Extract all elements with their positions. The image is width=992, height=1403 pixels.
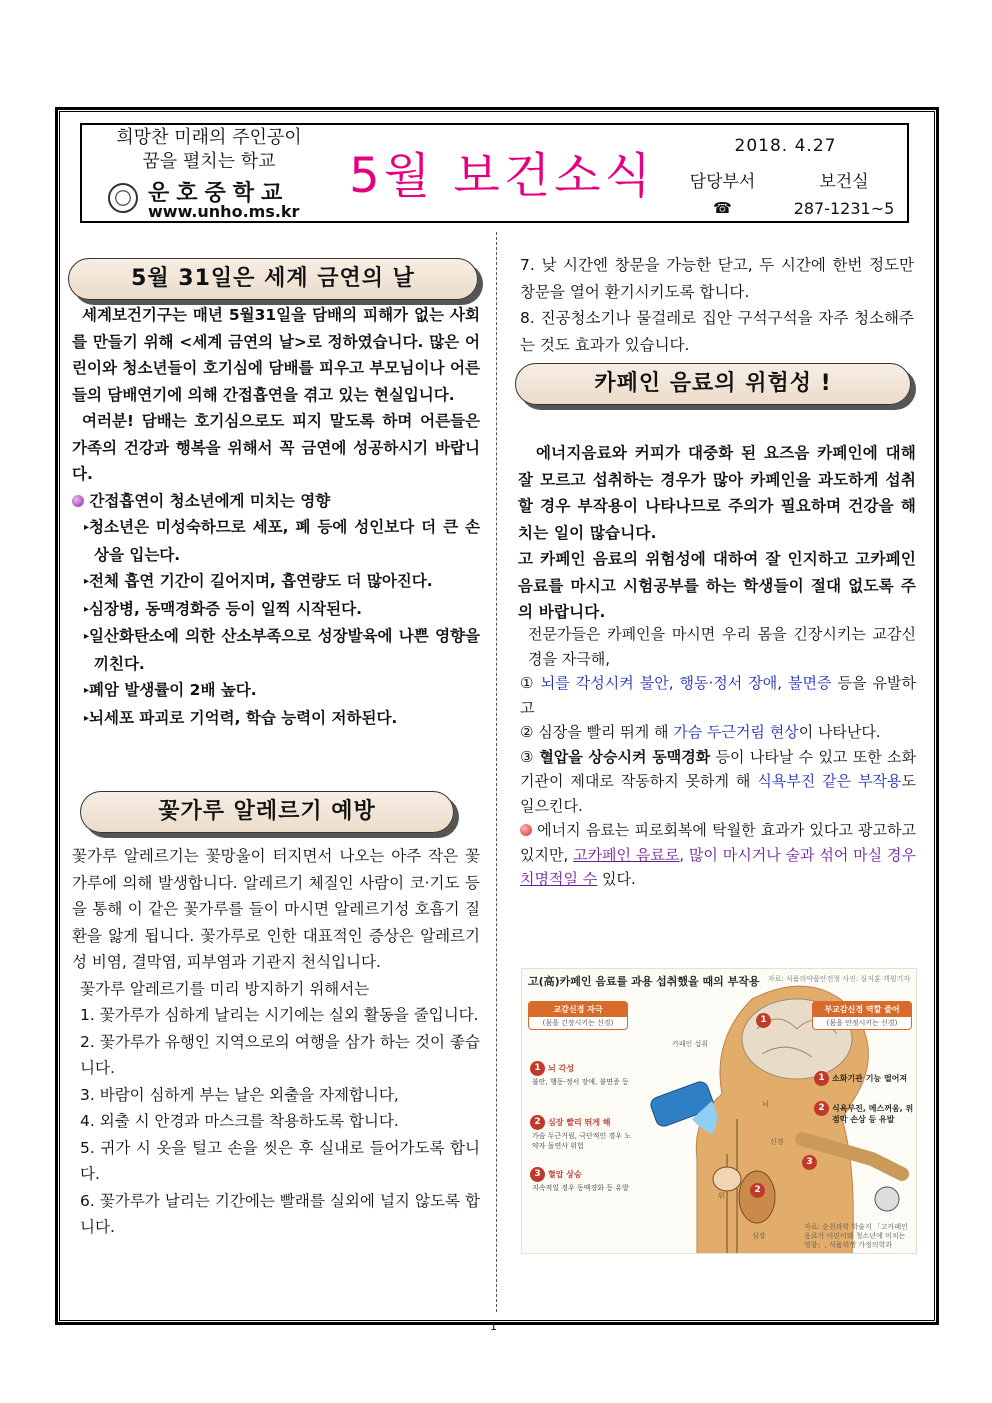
pollen-tip: 2. 꽃가루가 유행인 지역으로의 여행을 삼가 하는 것이 좋습니다. [80,1032,480,1077]
brain-label: 뇌 [762,1100,769,1108]
energy-drink-warning: 에너지 음료는 피로회복에 탁월한 효과가 있다고 광고하고 있지만, 고카페인 음료로, 많이 마시거나 술과 섞어 마실 경우 치명적일 수 있다. [520,821,916,888]
nerve-label: 신경 [770,1138,784,1146]
pollen-tip: 5. 귀가 시 옷을 털고 손을 씻은 후 실내로 들어가도록 합니다. [80,1138,480,1183]
sympathetic-box: 교감신경 자극 (몸을 긴장시키는 신경) [528,1001,628,1030]
triangle-bullet-icon: ▸ [84,576,90,587]
effect-heart: ② 심장을 빨리 뛰게 해 가슴 두근거림 현상이 나타난다. [520,723,881,741]
dept-value: 보건실 [819,172,869,192]
no-smoking-section [72,302,480,732]
pollen-section [72,843,480,1241]
dept-label: 담당부서 [689,172,756,192]
pollen-prevention-lead: 꽃가루 알레르기를 미리 방지하기 위해서는 [80,979,370,998]
banner-no-smoking-day: 5월 31일은 세계 금연의 날 [68,258,478,300]
subtitle-text: 간접흡연이 청소년에게 미치는 영향 [89,491,331,510]
effect-item: ▸심장병, 동맥경화증 등이 일찍 시작된다. [84,599,362,618]
marker-1: 1 [530,1061,545,1076]
marker-2: 2 [530,1115,545,1130]
parasympathetic-box: 부교감신경 역할 줄어 (몸을 안정시키는 신경) [812,1001,912,1030]
caffeine-effects-section [520,622,916,892]
effect-item: ▸일산화탄소에 의한 산소부족으로 성장발육에 나쁜 영향을 끼친다. [84,627,480,673]
pollen-tip: 8. 진공청소기나 물걸레로 집안 구석구석을 자주 청소해주는 것도 효과가 있습니다. [520,309,914,354]
expert-lead: 전문가들은 카페인을 마시면 우리 몸을 긴장시키는 교감신경을 자극해, [528,625,916,668]
caffeine-infographic [521,968,917,1254]
r1-text: 소화기관 기능 떨어져 [832,1074,908,1083]
triangle-bullet-icon: ▸ [84,685,90,696]
l3-title: 혈압 상승 [548,1170,582,1179]
telephone-icon: ☎ [713,199,732,217]
school-cell [82,175,336,221]
heart-label: 심장 [752,1232,766,1240]
header-table [80,123,909,223]
marker-r2: 2 [814,1101,829,1116]
slogan-cell [82,125,336,175]
purple-bullet-icon [72,495,84,507]
triangle-bullet-icon: ▸ [84,522,90,533]
school-name: 운호중학교 [148,181,290,206]
caffeine-warning: 고 카페인 음료의 위험성에 대하여 잘 인지하고 고카페인 음료를 마시고 시험공부를 하는 학생들이 절대 없도록 주의 바랍니다. [518,550,916,621]
marker-brain: 1 [756,1013,771,1028]
marker-r1: 1 [814,1071,829,1086]
stomach-label: 위 [718,1192,725,1200]
l2-title: 심장 빨리 뛰게 해 [548,1118,611,1127]
secondhand-smoke-subtitle [72,488,480,515]
pollen-tip: 4. 외출 시 안경과 마스크를 착용하도록 합니다. [80,1112,399,1130]
effect-item: ▸청소년은 미성숙하므로 세포, 폐 등에 성인보다 더 큰 손상을 입는다. [84,518,480,564]
effect-item: ▸뇌세포 파괴로 기억력, 학습 능력이 저하된다. [84,708,398,727]
r2-text: 식욕부진, 메스꺼움, 위 점막 손상 등 유발 [832,1104,914,1124]
infographic-source: 자료: 식품의약품안전청 사진: 심지훈 객원기자 [767,975,910,983]
column-divider [496,232,497,1312]
pollen-tips-continued [520,252,914,358]
l1-title: 뇌 각성 [548,1064,574,1073]
infographic-title: 고(高)카페인 음료를 과용 섭취했을 때의 부작용 [528,975,760,988]
banner-pollen-allergy: 꽃가루 알레르기 예방 [80,791,454,833]
banner-caffeine-danger: 카페인 음료의 위험성 ! [515,363,911,405]
title-cell [336,125,664,221]
triangle-bullet-icon: ▸ [84,712,90,724]
l2-sub: 가슴 두근거림, 극단적인 경우 노약자 돌연사 위험 [532,1132,632,1150]
marker-heart: 2 [750,1183,765,1198]
pollen-tip: 6. 꽃가루가 날리는 기간에는 빨래를 실외에 널지 않도록 합니다. [80,1191,480,1236]
infographic-footnote: 자료: 순천과학 학술지 「고카페인 음료가 어린이와 청소년에 미치는 영향」, 식품위생 가정의학과 [804,1223,908,1249]
red-bullet-icon [520,824,532,836]
page-title: 5월 보건소식 [349,148,655,204]
triangle-bullet-icon: ▸ [84,631,90,642]
l3-sub: 지속적일 경우 동맥경화 등 유발 [532,1184,629,1192]
pollen-intro: 꽃가루 알레르기는 꽃망울이 터지면서 나오는 아주 작은 꽃가루에 의해 발생합니다. 알레르기 체질인 사람이 코·기도 등을 통해 이 같은 꽃가루를 들이 마시면 알레르기성 호흡기 질환을 앓게 됩니다. 꽃가루로 인한 대표적인 증상은 알레르기성 비염, 결막염, 피부염과 기관지 천식입니다. [72,847,480,971]
caffeine-intro-section [518,440,916,626]
no-smoking-intro: 세계보건기구는 매년 5월31일을 담배의 피해가 없는 사회를 만들기 위해 <세계 금연의 날>로 정하였습니다. 많은 어린이와 청소년들이 호기심에 담배를 피우고 부모님이나 어른들의 담배연기에 의해 간접흡연을 겪고 있는 현실입니다. [72,306,480,404]
tel-value: 287-1231~5 [793,199,895,218]
pollen-tip: 7. 낮 시간엔 창문을 가능한 닫고, 두 시간에 한번 정도만 창문을 열어 환기시키도록 합니다. [520,256,914,301]
issue-date: 2018. 4.27 [734,136,837,156]
page-number: 1 [490,1320,497,1333]
pollen-tip: 1. 꽃가루가 심하게 날리는 시기에는 실외 활동을 줄입니다. [80,1006,479,1024]
l1-sub: 불안, 행동·정서 장애, 불면증 등 [532,1078,629,1086]
caffeine-intro: 에너지음료와 커피가 대중화 된 요즈음 카페인에 대해 잘 모르고 섭취하는 경우가 많아 카페인을 과도하게 섭취할 경우 부작용이 나타나므로 주의가 필요하며 건강을 해치는 일이 많습니다. [518,444,916,542]
school-url[interactable]: www.unho.ms.kr [148,202,300,221]
no-smoking-appeal: 여러분! 담배는 호기심으로도 피지 말도록 하며 어른들은 가족의 건강과 행복을 위해서 꼭 금연에 성공하시기 바랍니다. [72,412,480,483]
effect-item: ▸전체 흡연 기간이 길어지며, 흡연량도 더 많아진다. [84,572,433,590]
slogan-line-1: 희망찬 미래의 주인공이 [116,127,302,148]
effect-item: ▸폐암 발생률이 2배 높다. [84,681,257,699]
effect-brain: ① 뇌를 각성시켜 불안, 행동·정서 장애, 불면증 등을 유발하고 [520,674,916,717]
triangle-bullet-icon: ▸ [84,603,90,615]
slogan-line-2: 꿈을 펼치는 학교 [142,151,276,172]
effect-blood-pressure: ③ 혈압을 상승시켜 동맥경화 등이 나타날 수 있고 또한 소화기관이 제대로 작동하지 못하게 해 식욕부진 같은 부작용도 일으킨다. [520,747,917,815]
marker-3: 3 [530,1167,545,1182]
caffeine-intake-label: 카페인 섭취 [672,1040,709,1048]
school-seal-icon [108,183,138,213]
pollen-tip: 3. 바람이 심하게 부는 날은 외출을 자제합니다, [80,1085,399,1104]
marker-bp: 3 [802,1155,817,1170]
